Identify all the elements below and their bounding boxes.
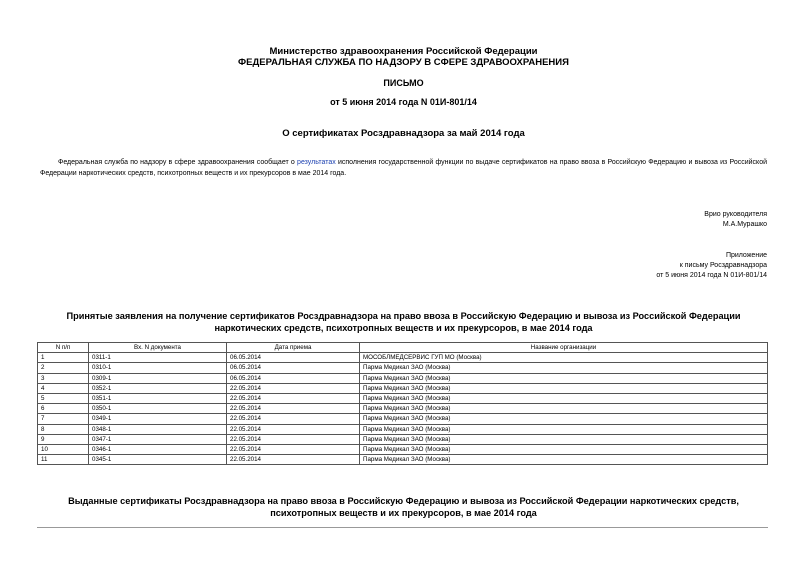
table-row [38,455,768,465]
column-header-number: N п/п [38,343,89,353]
table1-title: Принятые заявления на получение сертификатов Росздравнадзора на право ввоза в Российскую Федерацию и вывоза из Российской Федерации наркотических средств, психотропных веществ и их прекурсоров, в мае 2014 года [66,311,741,333]
body-text-before: Федеральная служба по надзору в сфере здравоохранения сообщает о [58,159,298,166]
cell-number: 8 [38,424,89,434]
cell-organization: Парма Медикал ЗАО (Москва) [360,445,768,455]
signer-name: М.А.Мурашко [722,221,767,228]
cell-date: 22.05.2014 [227,424,360,434]
cell-doc-number: 0346-1 [89,445,227,455]
results-link[interactable]: результатах [297,159,336,166]
body-text-after: исполнения государственной функции по выдаче сертификатов на право ввоза в Российскую Федерацию и вывоза из Российской Федерации наркотических средств, психотропных веществ и их прекурсоров в мае 2014 года. [40,159,768,177]
column-header-date: Дата приема [227,343,360,353]
appendix-line-3: от 5 июня 2014 года N 01И-801/14 [656,272,767,279]
cell-date: 06.05.2014 [227,363,360,373]
cell-number: 4 [38,383,89,393]
table-row [38,383,768,393]
cell-number: 6 [38,404,89,414]
document-type: ПИСЬМО [383,78,424,88]
table-row [38,445,768,455]
body-paragraph [40,158,767,179]
cell-organization: МОСОБЛМЕДСЕРВИС ГУП МО (Москва) [360,353,768,363]
cell-date: 06.05.2014 [227,353,360,363]
appendix-block [656,251,767,281]
signer-position: Врио руководителя [704,211,767,218]
cell-date: 22.05.2014 [227,394,360,404]
table-row [38,394,768,404]
cell-date: 22.05.2014 [227,455,360,465]
table-row [38,434,768,444]
table2-top-rule [37,527,768,528]
cell-number: 10 [38,445,89,455]
cell-number: 11 [38,455,89,465]
document-subject: О сертификатах Росздравнадзора за май 2014 года [282,128,525,139]
cell-number: 9 [38,434,89,444]
cell-number: 1 [38,353,89,363]
appendix-line-1: Приложение [725,252,767,259]
cell-doc-number: 0350-1 [89,404,227,414]
letter-header [0,46,807,68]
cell-date: 22.05.2014 [227,383,360,393]
cell-organization: Парма Медикал ЗАО (Москва) [360,424,768,434]
table-row [38,373,768,383]
cell-doc-number: 0310-1 [89,363,227,373]
cell-date: 22.05.2014 [227,414,360,424]
cell-date: 22.05.2014 [227,434,360,444]
column-header-organization: Название организации [360,343,768,353]
cell-date: 06.05.2014 [227,373,360,383]
cell-date: 22.05.2014 [227,404,360,414]
signature-block [704,210,767,230]
table-header-row [38,343,768,353]
applications-table [37,342,768,465]
cell-number: 7 [38,414,89,424]
column-header-doc-number: Вх. N документа [89,343,227,353]
cell-doc-number: 0311-1 [89,353,227,363]
cell-doc-number: 0348-1 [89,424,227,434]
cell-organization: Парма Медикал ЗАО (Москва) [360,404,768,414]
table-row [38,414,768,424]
cell-organization: Парма Медикал ЗАО (Москва) [360,414,768,424]
cell-date: 22.05.2014 [227,445,360,455]
cell-number: 5 [38,394,89,404]
service-name: ФЕДЕРАЛЬНАЯ СЛУЖБА ПО НАДЗОРУ В СФЕРЕ ЗДРАВООХРАНЕНИЯ [238,57,569,68]
document-date-number: от 5 июня 2014 года N 01И-801/14 [330,97,477,107]
appendix-line-2: к письму Росздравнадзора [679,262,767,269]
cell-organization: Парма Медикал ЗАО (Москва) [360,455,768,465]
cell-organization: Парма Медикал ЗАО (Москва) [360,383,768,393]
table2-title: Выданные сертификаты Росздравнадзора на право ввоза в Российскую Федерацию и вывоза из Российской Федерации наркотических средств, психотропных веществ и их прекурсоров, в мае 2014 года [68,496,739,518]
cell-doc-number: 0347-1 [89,434,227,444]
cell-doc-number: 0352-1 [89,383,227,393]
cell-number: 2 [38,363,89,373]
cell-doc-number: 0351-1 [89,394,227,404]
ministry-name: Министерство здравоохранения Российской Федерации [269,46,538,57]
table-body [38,353,768,465]
cell-doc-number: 0345-1 [89,455,227,465]
cell-doc-number: 0349-1 [89,414,227,424]
cell-organization: Парма Медикал ЗАО (Москва) [360,434,768,444]
cell-organization: Парма Медикал ЗАО (Москва) [360,363,768,373]
table-row [38,353,768,363]
table-row [38,404,768,414]
table-row [38,363,768,373]
cell-organization: Парма Медикал ЗАО (Москва) [360,373,768,383]
cell-doc-number: 0309-1 [89,373,227,383]
cell-number: 3 [38,373,89,383]
cell-organization: Парма Медикал ЗАО (Москва) [360,394,768,404]
table-row [38,424,768,434]
